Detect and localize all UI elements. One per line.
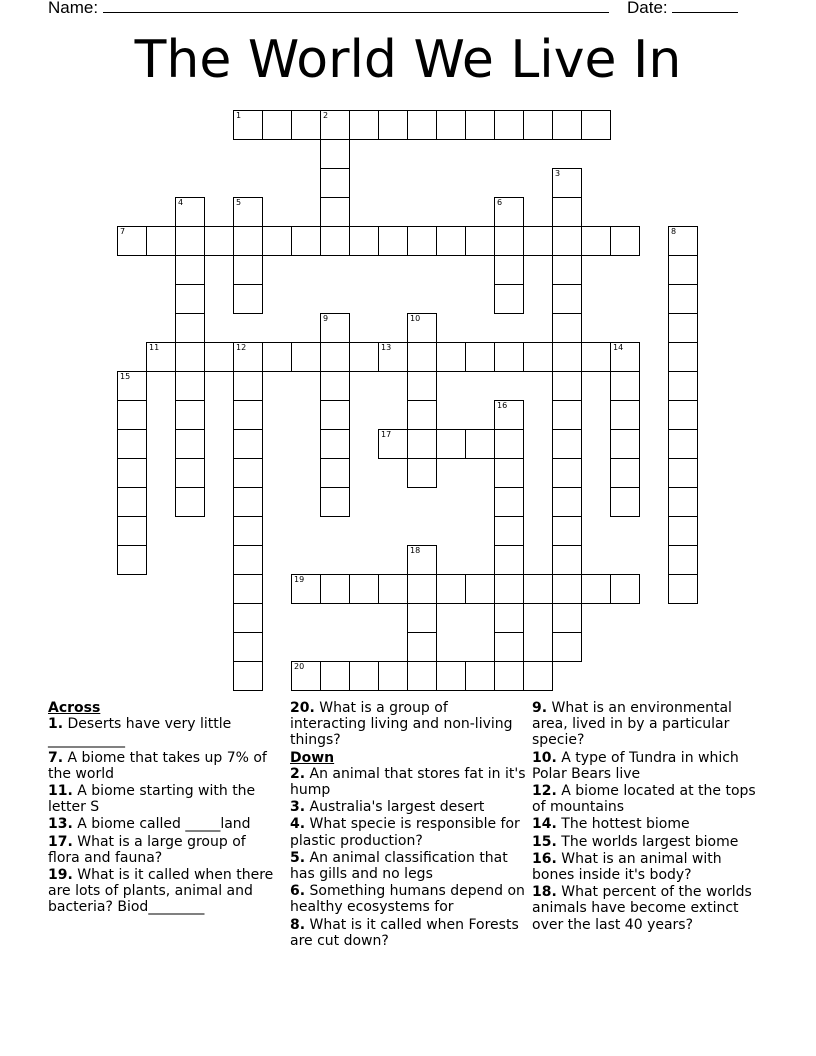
- grid-cell[interactable]: [494, 110, 524, 140]
- grid-cell[interactable]: [407, 110, 437, 140]
- cell-number: 3: [555, 169, 561, 178]
- grid-cell[interactable]: [668, 429, 698, 459]
- clue-number: 11.: [48, 783, 73, 800]
- cell-number: 7: [120, 227, 126, 236]
- grid-cell[interactable]: [291, 110, 321, 140]
- grid-cell[interactable]: [581, 226, 611, 256]
- clue-number: 6.: [290, 883, 306, 900]
- grid-cell[interactable]: [668, 516, 698, 546]
- cell-number: 10: [410, 314, 421, 323]
- grid-cell[interactable]: [523, 661, 553, 691]
- grid-cell[interactable]: [436, 661, 466, 691]
- grid-cell[interactable]: [407, 371, 437, 401]
- grid-cell[interactable]: [610, 400, 640, 430]
- grid-cell[interactable]: [494, 458, 524, 488]
- clue-text: The hottest biome: [561, 816, 690, 833]
- grid-cell[interactable]: [233, 661, 263, 691]
- grid-cell[interactable]: [175, 197, 205, 227]
- clue-text: A biome that takes up 7% of the world: [48, 749, 267, 782]
- grid-cell[interactable]: [320, 574, 350, 604]
- grid-cell[interactable]: [117, 487, 147, 517]
- cell-number: 4: [178, 198, 184, 207]
- grid-cell[interactable]: [175, 313, 205, 343]
- grid-cell[interactable]: [407, 400, 437, 430]
- name-field[interactable]: [48, 0, 609, 18]
- grid-cell[interactable]: [436, 226, 466, 256]
- grid-cell[interactable]: [204, 226, 234, 256]
- grid-cell[interactable]: [552, 400, 582, 430]
- grid-cell[interactable]: [552, 342, 582, 372]
- cell-number: 2: [323, 111, 329, 120]
- grid-cell[interactable]: [233, 574, 263, 604]
- clue-text: What is a large group of flora and fauna?: [48, 833, 246, 866]
- cell-number: 11: [149, 343, 160, 352]
- grid-cell[interactable]: [668, 226, 698, 256]
- grid-cell[interactable]: [407, 661, 437, 691]
- clue-number: 19.: [48, 867, 73, 884]
- clue-down-18: [532, 884, 768, 933]
- grid-cell[interactable]: [407, 574, 437, 604]
- grid-cell[interactable]: [494, 429, 524, 459]
- grid-cell[interactable]: [610, 574, 640, 604]
- grid-cell[interactable]: [523, 342, 553, 372]
- cell-number: 1: [236, 111, 242, 120]
- grid-cell[interactable]: [610, 429, 640, 459]
- grid-cell[interactable]: [552, 371, 582, 401]
- clue-down-12: [532, 783, 768, 815]
- grid-cell[interactable]: [668, 342, 698, 372]
- clue-text: What percent of the worlds animals have become extinct over the last 40 years?: [532, 884, 752, 933]
- grid-cell[interactable]: [494, 487, 524, 517]
- cell-number: 13: [381, 343, 392, 352]
- clue-number: 8.: [290, 916, 306, 933]
- grid-cell[interactable]: [581, 110, 611, 140]
- clue-text: What is a group of interacting living and non-living things?: [290, 700, 513, 749]
- clue-across-13: [48, 816, 276, 832]
- grid-cell[interactable]: [320, 168, 350, 198]
- cell-number: 9: [323, 314, 329, 323]
- clue-text: A biome called _____land: [77, 816, 251, 833]
- clue-down-9: [532, 700, 768, 749]
- grid-cell[interactable]: [465, 429, 495, 459]
- grid-cell[interactable]: [233, 429, 263, 459]
- grid-cell[interactable]: [407, 458, 437, 488]
- grid-cell[interactable]: [552, 632, 582, 662]
- clue-number: 1.: [48, 716, 64, 733]
- grid-cell[interactable]: [494, 342, 524, 372]
- grid-cell[interactable]: [407, 226, 437, 256]
- grid-cell[interactable]: [349, 226, 379, 256]
- grid-cell[interactable]: [523, 110, 553, 140]
- grid-cell[interactable]: [320, 371, 350, 401]
- grid-cell[interactable]: [320, 458, 350, 488]
- grid-cell[interactable]: [175, 429, 205, 459]
- clue-down-16: [532, 851, 768, 883]
- grid-cell[interactable]: [349, 110, 379, 140]
- grid-cell[interactable]: [175, 342, 205, 372]
- grid-cell[interactable]: [378, 110, 408, 140]
- grid-cell[interactable]: [117, 458, 147, 488]
- grid-cell[interactable]: [175, 226, 205, 256]
- across-heading: Across: [48, 700, 101, 716]
- clue-text: What is an environmental area, lived in by a particular specie?: [532, 700, 732, 749]
- clue-number: 13.: [48, 816, 73, 833]
- clue-down-15: [532, 834, 768, 850]
- grid-cell[interactable]: [117, 516, 147, 546]
- grid-cell[interactable]: [262, 110, 292, 140]
- grid-cell[interactable]: [668, 284, 698, 314]
- clues-column-2: [290, 700, 526, 950]
- grid-cell[interactable]: [465, 574, 495, 604]
- grid-cell[interactable]: [320, 661, 350, 691]
- grid-cell[interactable]: [552, 429, 582, 459]
- clue-text: Deserts have very little ___________: [48, 716, 232, 749]
- grid-cell[interactable]: [233, 255, 263, 285]
- grid-cell[interactable]: [262, 226, 292, 256]
- grid-cell[interactable]: [407, 545, 437, 575]
- grid-cell[interactable]: [233, 197, 263, 227]
- grid-cell[interactable]: [552, 197, 582, 227]
- clue-down-3: [290, 799, 526, 815]
- grid-cell[interactable]: [610, 371, 640, 401]
- grid-cell[interactable]: [407, 429, 437, 459]
- grid-cell[interactable]: [610, 226, 640, 256]
- grid-cell[interactable]: [581, 574, 611, 604]
- grid-cell[interactable]: [494, 632, 524, 662]
- clue-down-5: [290, 850, 526, 882]
- clue-text: An animal classification that has gills and no legs: [290, 849, 508, 883]
- grid-cell[interactable]: [668, 255, 698, 285]
- puzzle-title: The World We Live In: [134, 30, 682, 90]
- grid-cell[interactable]: [610, 487, 640, 517]
- clue-text: A type of Tundra in which Polar Bears live: [532, 749, 739, 782]
- clue-text: Australia's largest desert: [309, 799, 485, 816]
- clue-across-20: [290, 700, 526, 749]
- grid-cell[interactable]: [146, 342, 176, 372]
- clue-down-6: [290, 883, 526, 915]
- grid-cell[interactable]: [175, 400, 205, 430]
- clue-number: 12.: [532, 783, 557, 800]
- grid-cell[interactable]: [175, 284, 205, 314]
- grid-cell[interactable]: [233, 545, 263, 575]
- grid-cell[interactable]: [175, 371, 205, 401]
- clue-number: 5.: [290, 849, 306, 866]
- grid-cell[interactable]: [465, 110, 495, 140]
- grid-cell[interactable]: [233, 487, 263, 517]
- clue-number: 7.: [48, 749, 64, 766]
- grid-cell[interactable]: [233, 226, 263, 256]
- cell-number: 12: [236, 343, 247, 352]
- grid-cell[interactable]: [117, 400, 147, 430]
- clue-number: 9.: [532, 700, 548, 716]
- cell-number: 20: [294, 662, 305, 671]
- grid-cell[interactable]: [349, 574, 379, 604]
- grid-cell[interactable]: [523, 226, 553, 256]
- grid-cell[interactable]: [436, 342, 466, 372]
- grid-cell[interactable]: [320, 226, 350, 256]
- grid-cell[interactable]: [494, 400, 524, 430]
- grid-cell[interactable]: [494, 226, 524, 256]
- grid-cell[interactable]: [668, 313, 698, 343]
- clue-across-11: [48, 783, 276, 815]
- grid-cell[interactable]: [465, 226, 495, 256]
- grid-cell[interactable]: [552, 110, 582, 140]
- grid-cell[interactable]: [523, 574, 553, 604]
- grid-cell[interactable]: [407, 313, 437, 343]
- grid-cell[interactable]: [494, 574, 524, 604]
- clue-number: 17.: [48, 833, 73, 850]
- grid-cell[interactable]: [233, 632, 263, 662]
- grid-cell[interactable]: [291, 574, 321, 604]
- grid-cell[interactable]: [117, 226, 147, 256]
- grid-cell[interactable]: [378, 342, 408, 372]
- grid-cell[interactable]: [494, 545, 524, 575]
- clue-down-10: [532, 750, 768, 782]
- grid-cell[interactable]: [146, 226, 176, 256]
- grid-cell[interactable]: [320, 313, 350, 343]
- clue-number: 2.: [290, 765, 306, 782]
- grid-cell[interactable]: [552, 458, 582, 488]
- grid-cell[interactable]: [378, 429, 408, 459]
- grid-cell[interactable]: [175, 255, 205, 285]
- grid-cell[interactable]: [320, 487, 350, 517]
- grid-cell[interactable]: [320, 139, 350, 169]
- grid-cell[interactable]: [552, 255, 582, 285]
- clue-number: 15.: [532, 833, 557, 850]
- clue-down-14: [532, 816, 768, 832]
- grid-cell[interactable]: [378, 661, 408, 691]
- clue-text: What specie is responsible for plastic production?: [290, 816, 520, 849]
- clue-text: What is it called when Forests are cut down?: [290, 916, 519, 949]
- down-heading: Down: [290, 749, 335, 766]
- clue-number: 16.: [532, 850, 557, 867]
- grid-cell[interactable]: [233, 458, 263, 488]
- cell-number: 19: [294, 575, 305, 584]
- cell-number: 18: [410, 546, 421, 555]
- grid-cell[interactable]: [610, 458, 640, 488]
- grid-cell[interactable]: [581, 342, 611, 372]
- clue-text: Something humans depend on healthy ecosystems for: [290, 883, 525, 916]
- clue-across-17: [48, 834, 276, 866]
- clue-number: 3.: [290, 799, 306, 816]
- grid-cell[interactable]: [320, 110, 350, 140]
- grid-cell[interactable]: [668, 574, 698, 604]
- clue-number: 18.: [532, 884, 557, 901]
- grid-cell[interactable]: [668, 400, 698, 430]
- grid-cell[interactable]: [552, 603, 582, 633]
- grid-cell[interactable]: [552, 313, 582, 343]
- grid-cell[interactable]: [407, 632, 437, 662]
- grid-cell[interactable]: [233, 603, 263, 633]
- clue-across-19: [48, 867, 276, 916]
- grid-cell[interactable]: [262, 342, 292, 372]
- date-field[interactable]: [627, 0, 738, 18]
- clue-number: 14.: [532, 816, 557, 833]
- grid-cell[interactable]: [320, 400, 350, 430]
- grid-cell[interactable]: [233, 371, 263, 401]
- grid-cell[interactable]: [668, 458, 698, 488]
- grid-cell[interactable]: [233, 284, 263, 314]
- grid-cell[interactable]: [436, 429, 466, 459]
- clue-down-8: [290, 917, 526, 949]
- grid-cell[interactable]: [117, 371, 147, 401]
- grid-cell[interactable]: [378, 574, 408, 604]
- grid-cell[interactable]: [320, 429, 350, 459]
- grid-cell[interactable]: [291, 661, 321, 691]
- name-blank-line[interactable]: [103, 0, 609, 13]
- clue-across-7: [48, 750, 276, 782]
- grid-cell[interactable]: [320, 197, 350, 227]
- clue-down-2: [290, 766, 526, 798]
- grid-cell[interactable]: [436, 574, 466, 604]
- grid-cell[interactable]: [552, 168, 582, 198]
- grid-cell[interactable]: [117, 429, 147, 459]
- grid-cell[interactable]: [668, 371, 698, 401]
- grid-cell[interactable]: [291, 342, 321, 372]
- clue-text: What is it called when there are lots of plants, animal and bacteria? Biod________: [48, 867, 274, 916]
- grid-cell[interactable]: [291, 226, 321, 256]
- grid-cell[interactable]: [494, 603, 524, 633]
- date-label: Date:: [627, 0, 668, 17]
- grid-cell[interactable]: [233, 110, 263, 140]
- grid-cell[interactable]: [465, 342, 495, 372]
- grid-cell[interactable]: [465, 661, 495, 691]
- grid-cell[interactable]: [494, 284, 524, 314]
- grid-cell[interactable]: [233, 400, 263, 430]
- grid-cell[interactable]: [552, 545, 582, 575]
- grid-cell[interactable]: [494, 516, 524, 546]
- date-blank-line[interactable]: [672, 0, 738, 13]
- clue-text: An animal that stores fat in it's hump: [290, 765, 526, 799]
- clue-number: 4.: [290, 816, 306, 833]
- clue-number: 10.: [532, 749, 557, 766]
- clue-text: A biome located at the tops of mountains: [532, 783, 756, 816]
- grid-cell[interactable]: [117, 545, 147, 575]
- clue-down-4: [290, 816, 526, 848]
- clue-across-1: [48, 716, 276, 748]
- grid-cell[interactable]: [233, 342, 263, 372]
- grid-cell[interactable]: [494, 255, 524, 285]
- cell-number: 14: [613, 343, 624, 352]
- grid-cell[interactable]: [407, 603, 437, 633]
- grid-cell[interactable]: [233, 516, 263, 546]
- grid-cell[interactable]: [552, 284, 582, 314]
- grid-cell[interactable]: [668, 487, 698, 517]
- cell-number: 8: [671, 227, 677, 236]
- cell-number: 5: [236, 198, 242, 207]
- cell-number: 17: [381, 430, 392, 439]
- clues-column-3: [532, 700, 768, 934]
- name-label: Name:: [48, 0, 99, 17]
- grid-cell[interactable]: [320, 342, 350, 372]
- clue-text: What is an animal with bones inside it's body?: [532, 850, 722, 884]
- grid-cell[interactable]: [378, 226, 408, 256]
- grid-cell[interactable]: [349, 342, 379, 372]
- clue-number: 20.: [290, 700, 315, 716]
- grid-cell[interactable]: [175, 458, 205, 488]
- grid-cell[interactable]: [494, 661, 524, 691]
- grid-cell[interactable]: [668, 545, 698, 575]
- grid-cell[interactable]: [610, 342, 640, 372]
- grid-cell[interactable]: [552, 516, 582, 546]
- grid-cell[interactable]: [436, 110, 466, 140]
- grid-cell[interactable]: [552, 574, 582, 604]
- grid-cell[interactable]: [349, 661, 379, 691]
- grid-cell[interactable]: [552, 487, 582, 517]
- grid-cell[interactable]: [552, 226, 582, 256]
- grid-cell[interactable]: [407, 342, 437, 372]
- grid-cell[interactable]: [494, 197, 524, 227]
- grid-cell[interactable]: [175, 487, 205, 517]
- clue-text: The worlds largest biome: [561, 833, 739, 850]
- cell-number: 15: [120, 372, 131, 381]
- cell-number: 16: [497, 401, 508, 410]
- clues-column-1: [48, 700, 276, 917]
- cell-number: 6: [497, 198, 503, 207]
- grid-cell[interactable]: [204, 342, 234, 372]
- clue-text: A biome starting with the letter S: [48, 783, 256, 816]
